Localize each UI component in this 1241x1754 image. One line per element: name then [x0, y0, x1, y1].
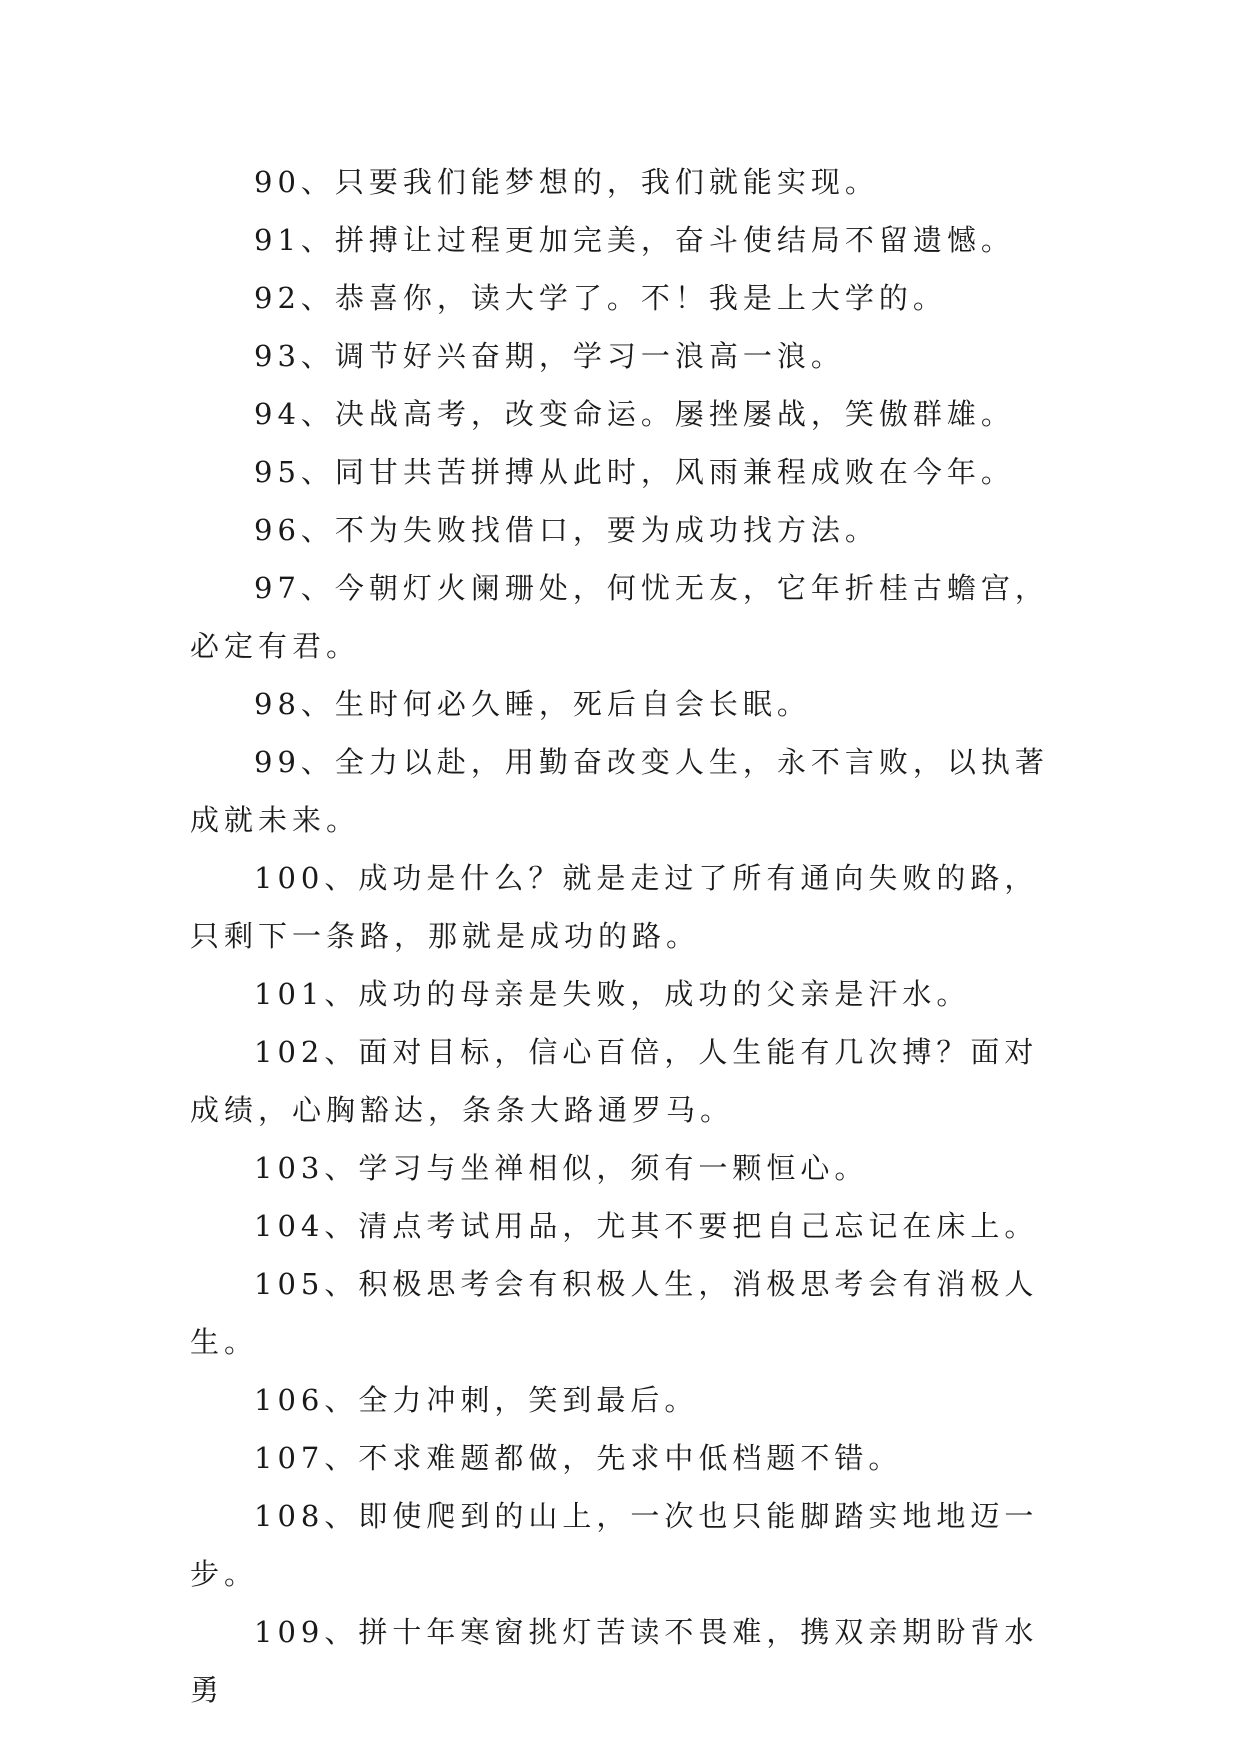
document-body	[190, 160, 1070, 1719]
paragraph-97: 97、今朝灯火阑珊处，何忧无友，它年折桂古蟾宫，必定有君。	[190, 571, 1049, 663]
paragraph-109: 109、拼十年寒窗挑灯苦读不畏难，携双亲期盼背水勇	[190, 1615, 1039, 1707]
paragraph-92: 92、恭喜你，读大学了。不！我是上大学的。	[254, 281, 947, 315]
paragraph-100: 100、成功是什么？就是走过了所有通向失败的路，只剩下一条路，那就是成功的路。	[190, 861, 1039, 953]
paragraph-90: 90、只要我们能梦想的，我们就能实现。	[254, 165, 879, 199]
paragraph-96: 96、不为失败找借口，要为成功找方法。	[254, 513, 879, 547]
paragraph-102: 102、面对目标，信心百倍，人生能有几次搏？面对成绩，心胸豁达，条条大路通罗马。	[190, 1035, 1039, 1127]
paragraph-107: 107、不求难题都做，先求中低档题不错。	[254, 1441, 903, 1475]
paragraph-99: 99、全力以赴，用勤奋改变人生，永不言败，以执著成就未来。	[190, 745, 1049, 837]
paragraph-98: 98、生时何必久睡，死后自会长眠。	[254, 687, 811, 721]
paragraph-93: 93、调节好兴奋期，学习一浪高一浪。	[254, 339, 845, 373]
paragraph-95: 95、同甘共苦拼搏从此时，风雨兼程成败在今年。	[254, 455, 1015, 489]
paragraph-105: 105、积极思考会有积极人生，消极思考会有消极人生。	[190, 1267, 1039, 1359]
paragraph-104: 104、清点考试用品，尤其不要把自己忘记在床上。	[254, 1209, 1039, 1243]
paragraph-106: 106、全力冲刺，笑到最后。	[254, 1383, 699, 1417]
paragraph-101: 101、成功的母亲是失败，成功的父亲是汗水。	[254, 977, 971, 1011]
paragraph-94: 94、决战高考，改变命运。屡挫屡战，笑傲群雄。	[254, 397, 1015, 431]
paragraph-103: 103、学习与坐禅相似，须有一颗恒心。	[254, 1151, 869, 1185]
paragraph-108: 108、即使爬到的山上，一次也只能脚踏实地地迈一步。	[190, 1499, 1039, 1591]
paragraph-91: 91、拼搏让过程更加完美，奋斗使结局不留遗憾。	[254, 223, 1015, 257]
